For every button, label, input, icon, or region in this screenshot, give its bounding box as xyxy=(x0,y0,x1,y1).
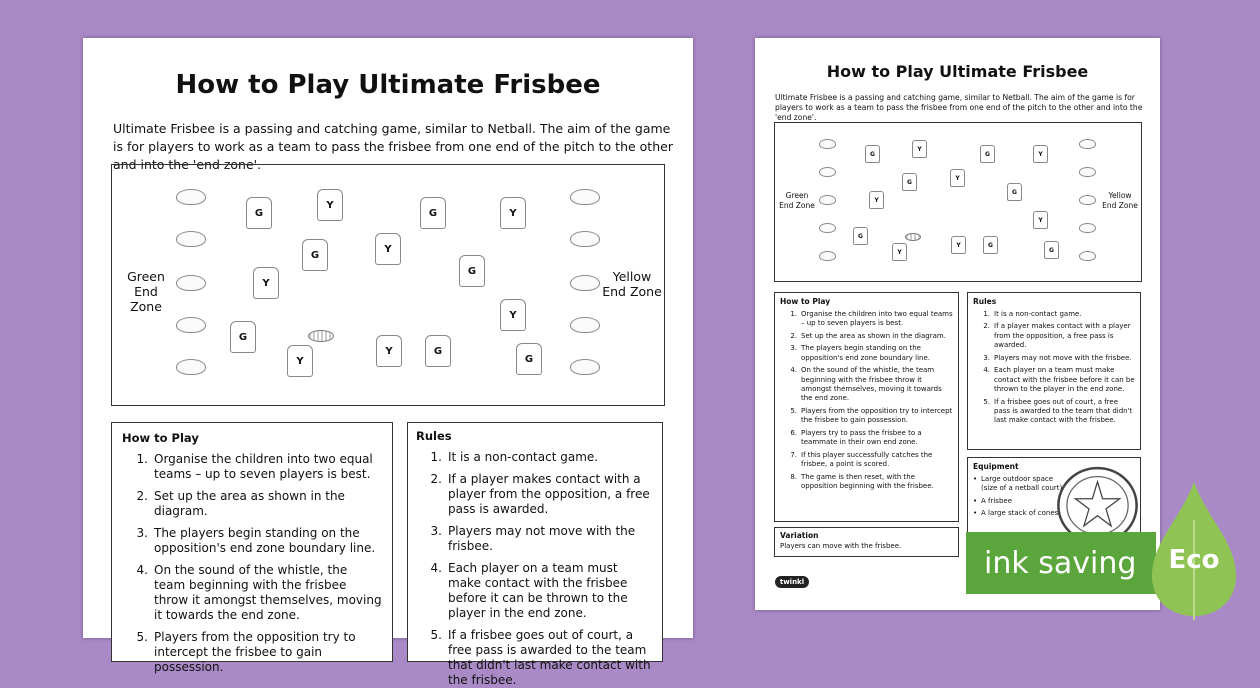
step-number: 4. xyxy=(790,366,797,375)
list-item xyxy=(780,332,953,341)
worksheet-page-small xyxy=(755,38,1160,610)
variation-box xyxy=(774,527,959,557)
how-to-play-list xyxy=(122,452,382,675)
yellow-end-zone-label xyxy=(602,269,662,299)
yellow-player-bib-icon: Y xyxy=(951,236,966,254)
rules-heading: Rules xyxy=(416,429,452,443)
green-player-bib-icon: G xyxy=(230,321,256,353)
step-number: 8. xyxy=(790,472,797,481)
page-title: How to Play Ultimate Frisbee xyxy=(826,62,1089,81)
list-item xyxy=(780,473,953,491)
step-text: Players from the opposition try to intercept the frisbee to gain possession. xyxy=(154,630,356,674)
step-number: 5. xyxy=(790,406,797,415)
green-player-bib-icon: G xyxy=(425,335,451,367)
cone-icon xyxy=(176,317,206,333)
pitch-diagram xyxy=(111,164,665,406)
rule-number: 1. xyxy=(983,309,990,318)
list-item xyxy=(416,524,654,554)
list-item xyxy=(780,344,953,362)
cone-icon xyxy=(176,189,206,205)
cone-icon xyxy=(1079,139,1096,149)
green-player-bib-icon: G xyxy=(902,173,917,191)
step-text: The game is then reset, with the opposition beginning with the frisbee. xyxy=(801,472,934,490)
equipment-text: A large stack of cones xyxy=(981,509,1059,518)
how-to-play-box xyxy=(774,292,959,522)
zone-label-line: End Zone xyxy=(130,284,162,314)
step-text: Players try to pass the frisbee to a teammate in their own end zone. xyxy=(801,428,922,446)
step-text: The players begin standing on the opposition's end zone boundary line. xyxy=(154,526,376,555)
how-to-play-heading: How to Play xyxy=(780,297,831,306)
cone-icon xyxy=(176,231,206,247)
step-number: 7. xyxy=(790,450,797,459)
equipment-heading: Equipment xyxy=(973,462,1019,471)
step-number: 6. xyxy=(790,428,797,437)
cone-icon xyxy=(176,359,206,375)
pitch-diagram xyxy=(774,122,1142,282)
green-end-zone-label xyxy=(777,191,817,210)
cone-icon xyxy=(1079,167,1096,177)
rule-number: 4. xyxy=(430,561,442,575)
rule-text: Each player on a team must make contact with the frisbee before it can be thrown to the player in the end zone. xyxy=(448,561,628,620)
list-item xyxy=(973,497,1065,506)
step-number: 2. xyxy=(790,331,797,340)
how-to-play-box xyxy=(111,422,393,674)
green-player-bib-icon: G xyxy=(1007,183,1022,201)
zone-label-line: End Zone xyxy=(779,200,815,210)
list-item xyxy=(416,561,654,621)
yellow-player-bib-icon: Y xyxy=(376,335,402,367)
list-item xyxy=(122,526,382,556)
bullet: • xyxy=(973,474,978,483)
cone-icon xyxy=(1079,195,1096,205)
list-item xyxy=(780,407,953,425)
step-text: Set up the area as shown in the diagram. xyxy=(154,489,345,518)
yellow-player-bib-icon: Y xyxy=(500,299,526,331)
zone-label-line: Yellow xyxy=(612,269,652,284)
rules-box xyxy=(967,292,1141,450)
yellow-player-bib-icon: Y xyxy=(950,169,965,187)
list-item xyxy=(416,450,654,465)
cone-icon xyxy=(819,139,836,149)
rule-number: 4. xyxy=(983,366,990,375)
zone-label-line: Yellow xyxy=(1108,191,1132,200)
variation-text: Players can move with the frisbee. xyxy=(780,542,902,550)
list-item xyxy=(122,489,382,519)
list-item xyxy=(973,475,1065,493)
yellow-player-bib-icon: Y xyxy=(287,345,313,377)
zone-label-line: End Zone xyxy=(1102,200,1138,210)
how-to-play-heading: How to Play xyxy=(122,431,199,445)
step-number: 3. xyxy=(790,344,797,353)
page-title: How to Play Ultimate Frisbee xyxy=(175,70,601,100)
cone-icon xyxy=(570,275,600,291)
cone-icon xyxy=(176,275,206,291)
frisbee-icon xyxy=(905,233,921,241)
bullet: • xyxy=(973,509,978,518)
green-player-bib-icon: G xyxy=(1044,241,1059,259)
intro-text: Ultimate Frisbee is a passing and catching game, similar to Netball. The aim of the game is for players to work as a team to pass the frisbee from one end of the pitch to the other and into the 'end zone'. xyxy=(775,93,1143,122)
step-text: Organise the children into two equal teams – up to seven players is best. xyxy=(154,452,373,481)
list-item xyxy=(122,452,382,482)
green-player-bib-icon: G xyxy=(246,197,272,229)
cone-icon xyxy=(819,251,836,261)
list-item xyxy=(780,429,953,447)
rule-text: If a frisbee goes out of court, a free pass is awarded to the team that didn't last make contact with the frisbee. xyxy=(448,628,651,687)
rule-text: If a player makes contact with a player from the opposition, a free pass is awarded. xyxy=(994,322,1131,349)
yellow-end-zone-label xyxy=(1100,191,1140,210)
yellow-player-bib-icon: Y xyxy=(869,191,884,209)
rule-text: Players may not move with the frisbee. xyxy=(994,353,1132,362)
step-number: 3. xyxy=(136,526,148,540)
cone-icon xyxy=(819,195,836,205)
cone-icon xyxy=(819,167,836,177)
rules-list xyxy=(416,450,654,688)
yellow-player-bib-icon: Y xyxy=(253,267,279,299)
step-text: The players begin standing on the opposition's end zone boundary line. xyxy=(801,344,931,362)
step-text: Organise the children into two equal teams – up to seven players is best. xyxy=(801,309,953,327)
rule-text: It is a non-contact game. xyxy=(448,450,599,464)
rule-text: If a frisbee goes out of court, a free pass is awarded to the team that didn't last make contact with the frisbee. xyxy=(994,397,1133,424)
step-number: 4. xyxy=(136,563,148,577)
list-item xyxy=(122,630,382,675)
list-item xyxy=(780,366,953,403)
cone-icon xyxy=(570,317,600,333)
how-to-play-list xyxy=(780,310,953,492)
green-player-bib-icon: G xyxy=(865,145,880,163)
rule-number: 1. xyxy=(430,450,442,464)
cone-icon xyxy=(1079,251,1096,261)
yellow-player-bib-icon: Y xyxy=(912,140,927,158)
rule-text: Each player on a team must make contact with the frisbee before it can be thrown to the player in the end zone. xyxy=(994,366,1135,393)
rule-number: 3. xyxy=(983,353,990,362)
green-player-bib-icon: G xyxy=(983,236,998,254)
rule-number: 5. xyxy=(430,628,442,642)
zone-label-line: Green xyxy=(785,191,809,200)
green-player-bib-icon: G xyxy=(420,197,446,229)
rule-text: It is a non-contact game. xyxy=(994,309,1082,318)
intro-text: Ultimate Frisbee is a passing and catching game, similar to Netball. The aim of the game is for players to work as a team to pass the frisbee from one end of the pitch to the other and into the 'end zone'. xyxy=(113,121,673,172)
yellow-player-bib-icon: Y xyxy=(1033,145,1048,163)
yellow-player-bib-icon: Y xyxy=(1033,211,1048,229)
step-number: 1. xyxy=(136,452,148,466)
list-item xyxy=(416,472,654,517)
frisbee-icon xyxy=(308,330,334,342)
worksheet-page-large xyxy=(83,38,693,687)
yellow-player-bib-icon: Y xyxy=(317,189,343,221)
rule-text: If a player makes contact with a player from the opposition, a free pass is awarded. xyxy=(448,472,650,516)
rule-number: 2. xyxy=(430,472,442,486)
green-player-bib-icon: G xyxy=(980,145,995,163)
step-number: 5. xyxy=(136,630,148,644)
list-item xyxy=(973,354,1135,363)
list-item xyxy=(973,398,1135,426)
cone-icon xyxy=(1079,223,1096,233)
cone-icon xyxy=(570,231,600,247)
green-player-bib-icon: G xyxy=(853,227,868,245)
step-text: If this player successfully catches the frisbee, a point is scored. xyxy=(801,450,933,468)
rule-number: 3. xyxy=(430,524,442,538)
green-player-bib-icon: G xyxy=(516,343,542,375)
list-item xyxy=(122,563,382,623)
rule-number: 5. xyxy=(983,397,990,406)
step-text: On the sound of the whistle, the team beginning with the frisbee throw it amongst themselves, moving it towards the end zone. xyxy=(801,366,942,402)
variation-heading: Variation xyxy=(780,531,819,540)
yellow-player-bib-icon: Y xyxy=(892,243,907,261)
list-item xyxy=(780,310,953,328)
twinkl-logo: twinkl xyxy=(775,576,809,588)
equipment-text: Large outdoor space (size of a netball court) xyxy=(981,474,1063,492)
step-number: 2. xyxy=(136,489,148,503)
ink-saving-banner: ink saving xyxy=(966,532,1156,594)
green-player-bib-icon: G xyxy=(302,239,328,271)
step-text: On the sound of the whistle, the team beginning with the frisbee throw it amongst themselves, moving it towards the end zone. xyxy=(154,563,382,622)
step-text: Players from the opposition try to intercept the frisbee to gain possession. xyxy=(801,406,953,424)
list-item xyxy=(973,322,1135,350)
list-item xyxy=(973,509,1065,518)
zone-label-line: Green xyxy=(127,269,165,284)
zone-label-line: End Zone xyxy=(602,284,662,299)
step-number: 1. xyxy=(790,309,797,318)
yellow-player-bib-icon: Y xyxy=(500,197,526,229)
list-item xyxy=(973,310,1135,319)
yellow-player-bib-icon: Y xyxy=(375,233,401,265)
cone-icon xyxy=(570,189,600,205)
green-end-zone-label xyxy=(118,269,174,314)
rule-number: 2. xyxy=(983,322,990,331)
cone-icon xyxy=(570,359,600,375)
list-item xyxy=(416,628,654,688)
rules-list xyxy=(973,310,1135,426)
list-item xyxy=(973,366,1135,394)
rule-text: Players may not move with the frisbee. xyxy=(448,524,636,553)
green-player-bib-icon: G xyxy=(459,255,485,287)
eco-label: Eco xyxy=(1168,545,1220,575)
list-item xyxy=(780,451,953,469)
rules-box xyxy=(407,422,663,687)
cone-icon xyxy=(819,223,836,233)
equipment-list xyxy=(973,475,1065,519)
bullet: • xyxy=(973,496,978,505)
rules-heading: Rules xyxy=(973,297,997,306)
step-text: Set up the area as shown in the diagram. xyxy=(801,331,946,340)
equipment-text: A frisbee xyxy=(981,496,1013,505)
